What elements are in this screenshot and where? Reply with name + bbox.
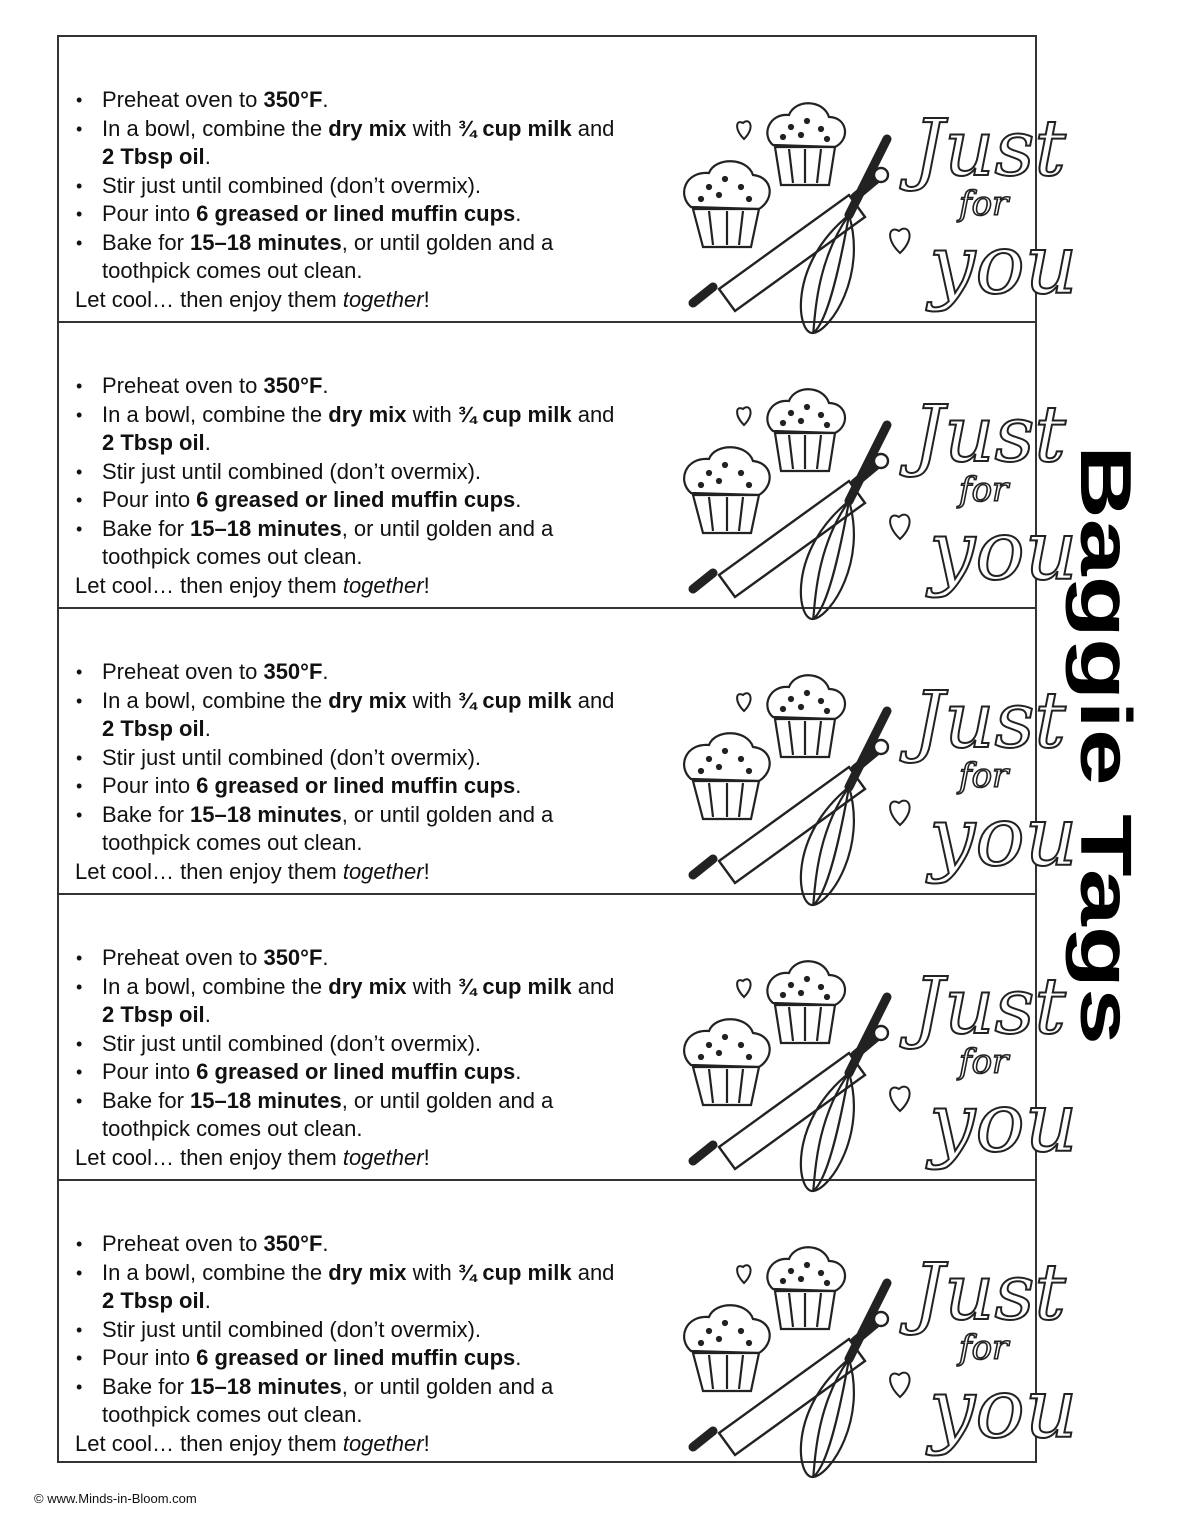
baking-illustration xyxy=(617,361,1078,599)
step-stir: • Stir just until combined (don’t overmix). xyxy=(75,1030,615,1059)
lettering-just: Just xyxy=(913,1248,1066,1338)
closing-line: Let cool… then enjoy them together! xyxy=(75,1144,430,1170)
step-combine: • In a bowl, combine the dry mix with ¾ cup milk and 2 Tbsp oil. xyxy=(75,115,615,172)
heart-icon xyxy=(890,1373,909,1397)
recipe-steps xyxy=(75,86,615,286)
recipe-steps xyxy=(75,944,615,1144)
lettering-you: you xyxy=(929,218,1078,313)
heart-icon xyxy=(737,979,750,997)
lettering-you: you xyxy=(929,1362,1078,1457)
baking-illustration xyxy=(617,1219,1078,1457)
step-combine: • In a bowl, combine the dry mix with ¾ cup milk and 2 Tbsp oil. xyxy=(75,687,615,744)
closing-line: Let cool… then enjoy them together! xyxy=(75,286,430,312)
lettering-you: you xyxy=(929,1076,1078,1171)
muffin-icon xyxy=(767,961,845,1043)
step-combine: • In a bowl, combine the dry mix with ¾ cup milk and 2 Tbsp oil. xyxy=(75,973,615,1030)
copyright-footer: © www.Minds-in-Bloom.com xyxy=(34,1491,197,1506)
muffin-icon xyxy=(767,389,845,471)
baking-illustration xyxy=(617,647,1078,885)
muffin-icon xyxy=(684,161,770,247)
step-combine: • In a bowl, combine the dry mix with ¾ cup milk and 2 Tbsp oil. xyxy=(75,1259,615,1316)
step-preheat: • Preheat oven to 350°F. xyxy=(75,658,615,687)
baggie-tags-sheet xyxy=(57,35,1078,1463)
heart-icon xyxy=(737,1265,750,1283)
lettering-just: Just xyxy=(913,962,1066,1052)
step-stir: • Stir just until combined (don’t overmix). xyxy=(75,744,615,773)
step-pour: • Pour into 6 greased or lined muffin cups. xyxy=(75,772,615,801)
step-bake: • Bake for 15–18 minutes, or until golden and a toothpick comes out clean. xyxy=(75,801,615,858)
recipe-instructions xyxy=(75,658,615,886)
vertical-title-svg xyxy=(1061,445,1151,1045)
closing-line: Let cool… then enjoy them together! xyxy=(75,1430,430,1456)
step-stir: • Stir just until combined (don’t overmix). xyxy=(75,172,615,201)
recipe-instructions xyxy=(75,1230,615,1458)
step-stir: • Stir just until combined (don’t overmix). xyxy=(75,1316,615,1345)
step-combine: • In a bowl, combine the dry mix with ¾ cup milk and 2 Tbsp oil. xyxy=(75,401,615,458)
lettering-for: for xyxy=(959,1042,1009,1082)
muffin-icon xyxy=(684,447,770,533)
step-pour: • Pour into 6 greased or lined muffin cups. xyxy=(75,486,615,515)
recipe-steps xyxy=(75,658,615,858)
lettering-just: Just xyxy=(913,104,1066,194)
step-pour: • Pour into 6 greased or lined muffin cups. xyxy=(75,1344,615,1373)
muffin-icon xyxy=(767,1247,845,1329)
lettering-for: for xyxy=(959,470,1009,510)
just-for-you-lettering xyxy=(899,390,1078,599)
step-bake: • Bake for 15–18 minutes, or until golden and a toothpick comes out clean. xyxy=(75,1087,615,1144)
heart-icon xyxy=(737,121,750,139)
baggie-tag xyxy=(59,323,1078,609)
step-pour: • Pour into 6 greased or lined muffin cups. xyxy=(75,1058,615,1087)
baggie-tag xyxy=(59,895,1078,1181)
just-for-you-lettering xyxy=(899,104,1078,313)
just-for-you-lettering xyxy=(899,676,1078,885)
recipe-instructions xyxy=(75,944,615,1172)
heart-icon xyxy=(737,407,750,425)
baggie-tag xyxy=(59,37,1078,323)
heart-icon xyxy=(890,801,909,825)
recipe-steps xyxy=(75,1230,615,1430)
baking-illustration xyxy=(617,75,1078,313)
page-title: Baggie Tags xyxy=(1065,445,1145,868)
step-bake: • Bake for 15–18 minutes, or until golden and a toothpick comes out clean. xyxy=(75,229,615,286)
step-preheat: • Preheat oven to 350°F. xyxy=(75,372,615,401)
just-for-you-lettering xyxy=(899,962,1078,1171)
step-preheat: • Preheat oven to 350°F. xyxy=(75,944,615,973)
heart-icon xyxy=(737,693,750,711)
muffin-icon xyxy=(767,103,845,185)
step-bake: • Bake for 15–18 minutes, or until golden and a toothpick comes out clean. xyxy=(75,515,615,572)
recipe-instructions xyxy=(75,86,615,314)
lettering-you: you xyxy=(929,790,1078,885)
muffin-icon xyxy=(684,1019,770,1105)
step-stir: • Stir just until combined (don’t overmix). xyxy=(75,458,615,487)
lettering-just: Just xyxy=(913,390,1066,480)
step-preheat: • Preheat oven to 350°F. xyxy=(75,86,615,115)
baggie-tag xyxy=(59,609,1078,895)
baking-illustration xyxy=(617,933,1078,1171)
recipe-steps xyxy=(75,372,615,572)
lettering-for: for xyxy=(959,1328,1009,1368)
muffin-icon xyxy=(767,675,845,757)
heart-icon xyxy=(890,515,909,539)
muffin-icon xyxy=(684,733,770,819)
step-bake: • Bake for 15–18 minutes, or until golden and a toothpick comes out clean. xyxy=(75,1373,615,1430)
lettering-you: you xyxy=(929,504,1078,599)
step-preheat: • Preheat oven to 350°F. xyxy=(75,1230,615,1259)
lettering-just: Just xyxy=(913,676,1066,766)
closing-line: Let cool… then enjoy them together! xyxy=(75,858,430,884)
baggie-tags-title xyxy=(1061,445,1151,1045)
closing-line: Let cool… then enjoy them together! xyxy=(75,572,430,598)
lettering-for: for xyxy=(959,756,1009,796)
step-pour: • Pour into 6 greased or lined muffin cups. xyxy=(75,200,615,229)
heart-icon xyxy=(890,229,909,253)
recipe-instructions xyxy=(75,372,615,600)
just-for-you-lettering xyxy=(899,1248,1078,1457)
heart-icon xyxy=(890,1087,909,1111)
lettering-for: for xyxy=(959,184,1009,224)
muffin-icon xyxy=(684,1305,770,1391)
baggie-tag xyxy=(59,1181,1078,1467)
